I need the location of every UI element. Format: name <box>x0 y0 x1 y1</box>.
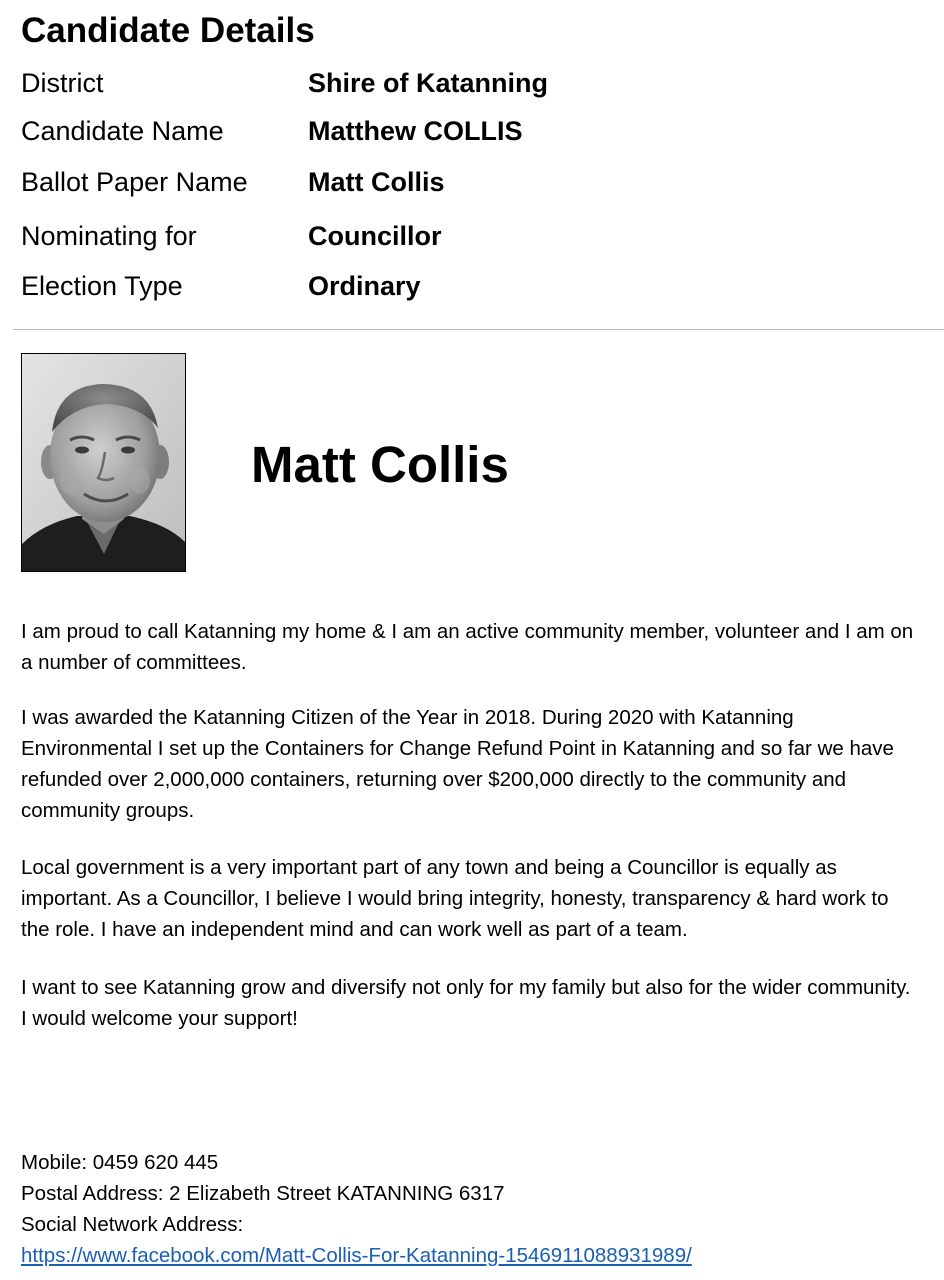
candidate-name-heading: Matt Collis <box>251 436 509 493</box>
section-divider <box>13 329 944 330</box>
contact-mobile: Mobile: 0459 620 445 <box>21 1151 219 1174</box>
statement-paragraph: I am proud to call Katanning my home & I am an active community member, volunteer and I am on a number of committees. <box>21 620 914 674</box>
detail-value: Matt Collis <box>308 167 445 197</box>
detail-label: Ballot Paper Name <box>21 167 248 197</box>
detail-value: Shire of Katanning <box>308 68 549 98</box>
detail-value: Matthew COLLIS <box>308 116 523 146</box>
contact-social-label: Social Network Address: <box>21 1213 244 1236</box>
detail-label: Candidate Name <box>21 116 224 146</box>
statement-paragraph: Local government is a very important part of any town and being a Councillor is equally as important. As a Councillor, I believe I would bring integrity, honesty, transparency & hard work to the role. I have an independent mind and can work well as part of a team. <box>21 856 889 941</box>
contact-postal-address: Postal Address: 2 Elizabeth Street KATANNING 6317 <box>21 1182 505 1205</box>
social-network-link[interactable]: https://www.facebook.com/Matt-Collis-For-Katanning-1546911088931989/ <box>21 1244 692 1267</box>
detail-label: Election Type <box>21 271 183 301</box>
detail-label: Nominating for <box>21 221 197 251</box>
detail-value: Ordinary <box>308 271 421 301</box>
detail-label: District <box>21 68 104 98</box>
statement-paragraph: I was awarded the Katanning Citizen of the Year in 2018. During 2020 with Katanning Environmental I set up the Containers for Change Refund Point in Katanning and so far we have refunded over 2,000,000 containers, returning over $200,000 directly to the community and community groups. <box>21 706 894 822</box>
detail-value: Councillor <box>308 221 442 251</box>
candidate-portrait-photo <box>21 353 186 572</box>
page-title: Candidate Details <box>21 11 315 50</box>
statement-paragraph: I want to see Katanning grow and diversify not only for my family but also for the wider community. I would welcome your support! <box>21 976 911 1030</box>
